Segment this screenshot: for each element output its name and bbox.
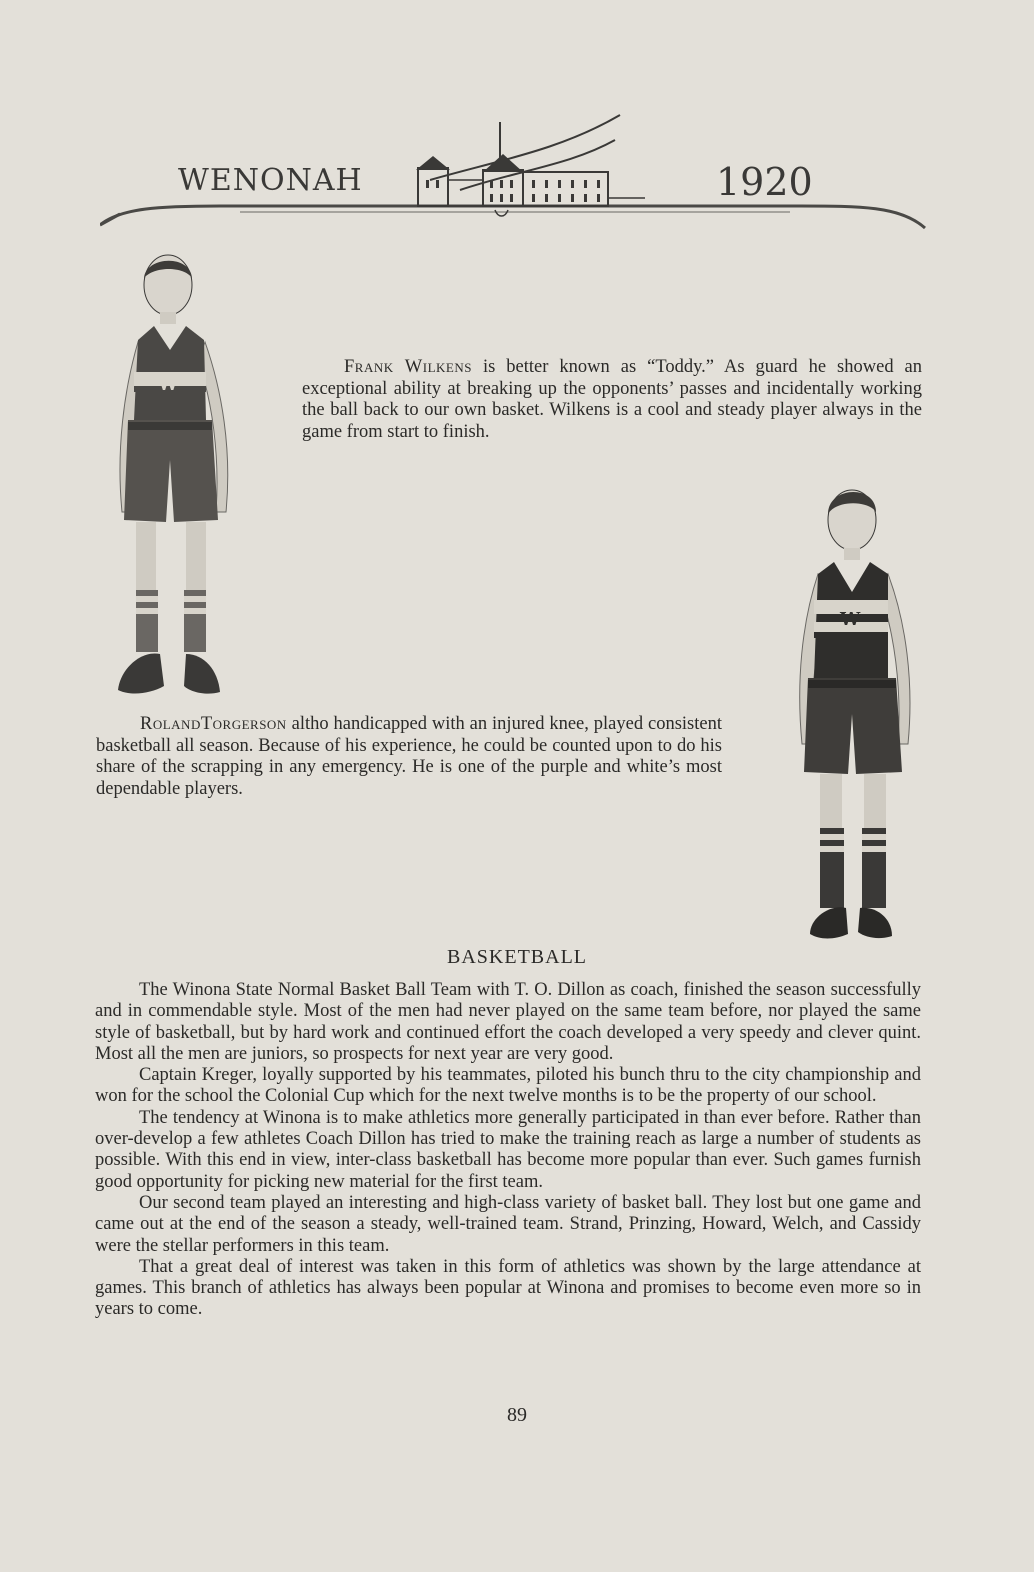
player-photo-torgerson [790,482,920,944]
player-caption-torgerson [96,714,722,800]
svg-text:W: W [158,374,179,395]
paragraph: Our second team played an interesting and high-class variety of basket ball. They lost but one game and came out at the end of the season a steady, well-trained team. Strand, Prinzing, Howard, Welch, and Cassidy were the stellar performers in this team. [95,1192,921,1256]
player-caption-wilkens [302,357,922,443]
player-photo-wilkens [110,250,240,702]
header-title: WENONAH [178,163,363,198]
svg-text:W: W [840,609,861,630]
player-description: is better known as “Toddy.” As guard he showed an exceptional ability at breaking up the opponents’ passes and incidentally working the ball back to our own basket. Wilkens is a cool and steady player always in the game from start to finish. [302,357,923,442]
paragraph: The tendency at Winona is to make athletics more generally participated in than ever before. Rather than over-develop a few athletes Coach Dillon has tried to make the training reach as large a number of students as possible. With this end in view, inter-class basketball has become more popular than ever. Such games furnish good opportunity for picking new material for the first team. [95,1107,921,1192]
section-heading: BASKETBALL [447,946,587,968]
player-name: Frank Wilkens [344,357,472,377]
section-body [95,980,921,1321]
page-number: 89 [507,1404,527,1426]
paragraph: That a great deal of interest was taken in this form of athletics was shown by the large attendance at games. This branch of athletics has always been popular at Winona and promises to become even more so in years to come. [95,1256,921,1320]
player-name: RolandTorgerson [140,714,287,734]
header-year: 1920 [716,160,813,204]
paragraph: Captain Kreger, loyally supported by his teammates, piloted his bunch thru to the city championship and won for the school the Colonial Cup which for the next twelve months is to be the property of our school. [95,1065,921,1107]
player-description: altho handicapped with an injured knee, played consistent basketball all season. Because of his experience, he could be counted upon to do his share of the scrapping in any emergency. He is one of the purple and white’s most dependable players. [96,714,722,799]
paragraph: The Winona State Normal Basket Ball Team with T. O. Dillon as coach, finished the season successfully and in commendable style. Most of the men had never played on the same team before, nor played the same style of basketball, but by hard work and continued effort the coach developed a very speedy and clever quint. Most all the men are juniors, so prospects for next year are very good. [95,980,921,1064]
